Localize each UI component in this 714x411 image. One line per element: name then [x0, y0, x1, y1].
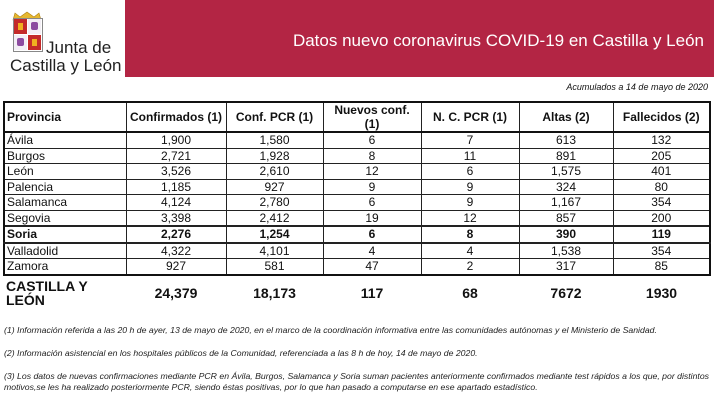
cell-provincia: Segovia [4, 210, 126, 226]
cell-confirmados: 927 [126, 259, 226, 275]
col-header-conf-pcr: Conf. PCR (1) [226, 102, 323, 132]
col-header-fallecidos: Fallecidos (2) [613, 102, 710, 132]
cell-fallecidos: 200 [613, 210, 710, 226]
cell-conf-pcr: 1,580 [226, 132, 323, 148]
table-row-highlighted [4, 226, 710, 243]
cell-nuevos-conf: 4 [323, 243, 421, 259]
cell-provincia: León [4, 164, 126, 180]
cell-nc-pcr: 4 [421, 243, 519, 259]
cell-confirmados: 1,185 [126, 179, 226, 195]
covid-data-table [3, 101, 711, 307]
cell-nuevos-conf: 8 [323, 148, 421, 164]
cell-conf-pcr: 581 [226, 259, 323, 275]
cell-nc-pcr: 11 [421, 148, 519, 164]
cell-conf-pcr: 1,254 [226, 226, 323, 243]
table-header-row [4, 102, 710, 132]
table-row [4, 243, 710, 259]
cell-confirmados: 1,900 [126, 132, 226, 148]
cell-nc-pcr: 9 [421, 179, 519, 195]
cell-nc-pcr: 9 [421, 195, 519, 211]
table-row [4, 179, 710, 195]
cell-nuevos-conf: 6 [323, 132, 421, 148]
total-conf-pcr: 18,173 [253, 284, 296, 301]
total-label: CASTILLA Y LEÓN [6, 277, 88, 308]
header-banner [125, 0, 714, 77]
cell-fallecidos: 132 [613, 132, 710, 148]
cell-nuevos-conf: 19 [323, 210, 421, 226]
cell-fallecidos: 80 [613, 179, 710, 195]
footnotes [4, 325, 710, 405]
total-altas: 7672 [550, 284, 582, 301]
junta-logo [8, 4, 126, 76]
table-row [4, 195, 710, 211]
crown-icon [12, 8, 42, 18]
cell-provincia: Ávila [4, 132, 126, 148]
date-subtitle: Acumulados a 14 de mayo de 2020 [566, 82, 708, 92]
cell-nc-pcr: 6 [421, 164, 519, 180]
table-row [4, 164, 710, 180]
cell-nc-pcr: 12 [421, 210, 519, 226]
cell-confirmados: 3,398 [126, 210, 226, 226]
cell-nc-pcr: 8 [421, 226, 519, 243]
footnote-3: (3) Los datos de nuevas confirmaciones mediante PCR en Ávila, Burgos, Salamanca y Soria suman pacientes anteriormente confirmados mediante test rápidos a los que, por distintos motivos,se les ha realizado posteriormente PCR, siendo éstas positivas, por lo que han pasado a computarse en ese apartado estadístico. [4, 371, 710, 392]
cell-altas: 390 [519, 226, 613, 243]
cell-nc-pcr: 7 [421, 132, 519, 148]
cell-altas: 1,167 [519, 195, 613, 211]
cell-nuevos-conf: 9 [323, 179, 421, 195]
table-row [4, 132, 710, 148]
cell-nc-pcr: 2 [421, 259, 519, 275]
cell-provincia: Zamora [4, 259, 126, 275]
cell-provincia: Burgos [4, 148, 126, 164]
col-header-nc-pcr: N. C. PCR (1) [421, 102, 519, 132]
table-row [4, 259, 710, 275]
cell-confirmados: 2,276 [126, 226, 226, 243]
table-row [4, 210, 710, 226]
table-total-row [4, 275, 710, 307]
cell-conf-pcr: 2,610 [226, 164, 323, 180]
col-header-provincia: Provincia [4, 102, 126, 132]
cell-confirmados: 3,526 [126, 164, 226, 180]
col-header-altas: Altas (2) [519, 102, 613, 132]
cell-fallecidos: 401 [613, 164, 710, 180]
cell-fallecidos: 85 [613, 259, 710, 275]
cell-altas: 1,538 [519, 243, 613, 259]
col-header-nuevos-conf: Nuevos conf. (1) [323, 102, 421, 132]
coat-of-arms-icon [13, 18, 43, 52]
cell-fallecidos: 205 [613, 148, 710, 164]
cell-fallecidos: 354 [613, 195, 710, 211]
cell-nuevos-conf: 6 [323, 195, 421, 211]
cell-provincia: Soria [4, 226, 126, 243]
cell-conf-pcr: 4,101 [226, 243, 323, 259]
total-fallecidos: 1930 [645, 284, 678, 301]
page-title: Datos nuevo coronavirus COVID-19 en Castilla y León [292, 31, 704, 50]
total-nc-pcr: 68 [462, 284, 478, 301]
cell-altas: 317 [519, 259, 613, 275]
cell-nuevos-conf: 12 [323, 164, 421, 180]
cell-nuevos-conf: 6 [323, 226, 421, 243]
cell-provincia: Palencia [4, 179, 126, 195]
cell-altas: 857 [519, 210, 613, 226]
cell-altas: 891 [519, 148, 613, 164]
cell-altas: 1,575 [519, 164, 613, 180]
cell-confirmados: 2,721 [126, 148, 226, 164]
cell-confirmados: 4,322 [126, 243, 226, 259]
cell-fallecidos: 119 [613, 226, 710, 243]
logo-text-line2: Castilla y León [10, 56, 122, 75]
table-row [4, 148, 710, 164]
footnote-1: (1) Información referida a las 20 h de ayer, 13 de mayo de 2020, en el marco de la coordinación informativa entre las comunidades autónomas y el Ministerio de Sanidad. [4, 325, 657, 335]
cell-conf-pcr: 927 [226, 179, 323, 195]
cell-altas: 324 [519, 179, 613, 195]
cell-conf-pcr: 2,412 [226, 210, 323, 226]
cell-provincia: Valladolid [4, 243, 126, 259]
cell-conf-pcr: 1,928 [226, 148, 323, 164]
cell-altas: 613 [519, 132, 613, 148]
total-nuevos-conf: 117 [360, 284, 384, 301]
cell-conf-pcr: 2,780 [226, 195, 323, 211]
cell-fallecidos: 354 [613, 243, 710, 259]
footnote-2: (2) Información asistencial en los hospitales públicos de la Comunidad, referenciada a las 8 h de hoy, 14 de mayo de 2020. [4, 348, 478, 358]
cell-provincia: Salamanca [4, 195, 126, 211]
total-confirmados: 24,379 [154, 284, 198, 301]
cell-confirmados: 4,124 [126, 195, 226, 211]
col-header-confirmados: Confirmados (1) [126, 102, 226, 132]
cell-nuevos-conf: 47 [323, 259, 421, 275]
logo-text-line1: Junta de [46, 38, 112, 57]
